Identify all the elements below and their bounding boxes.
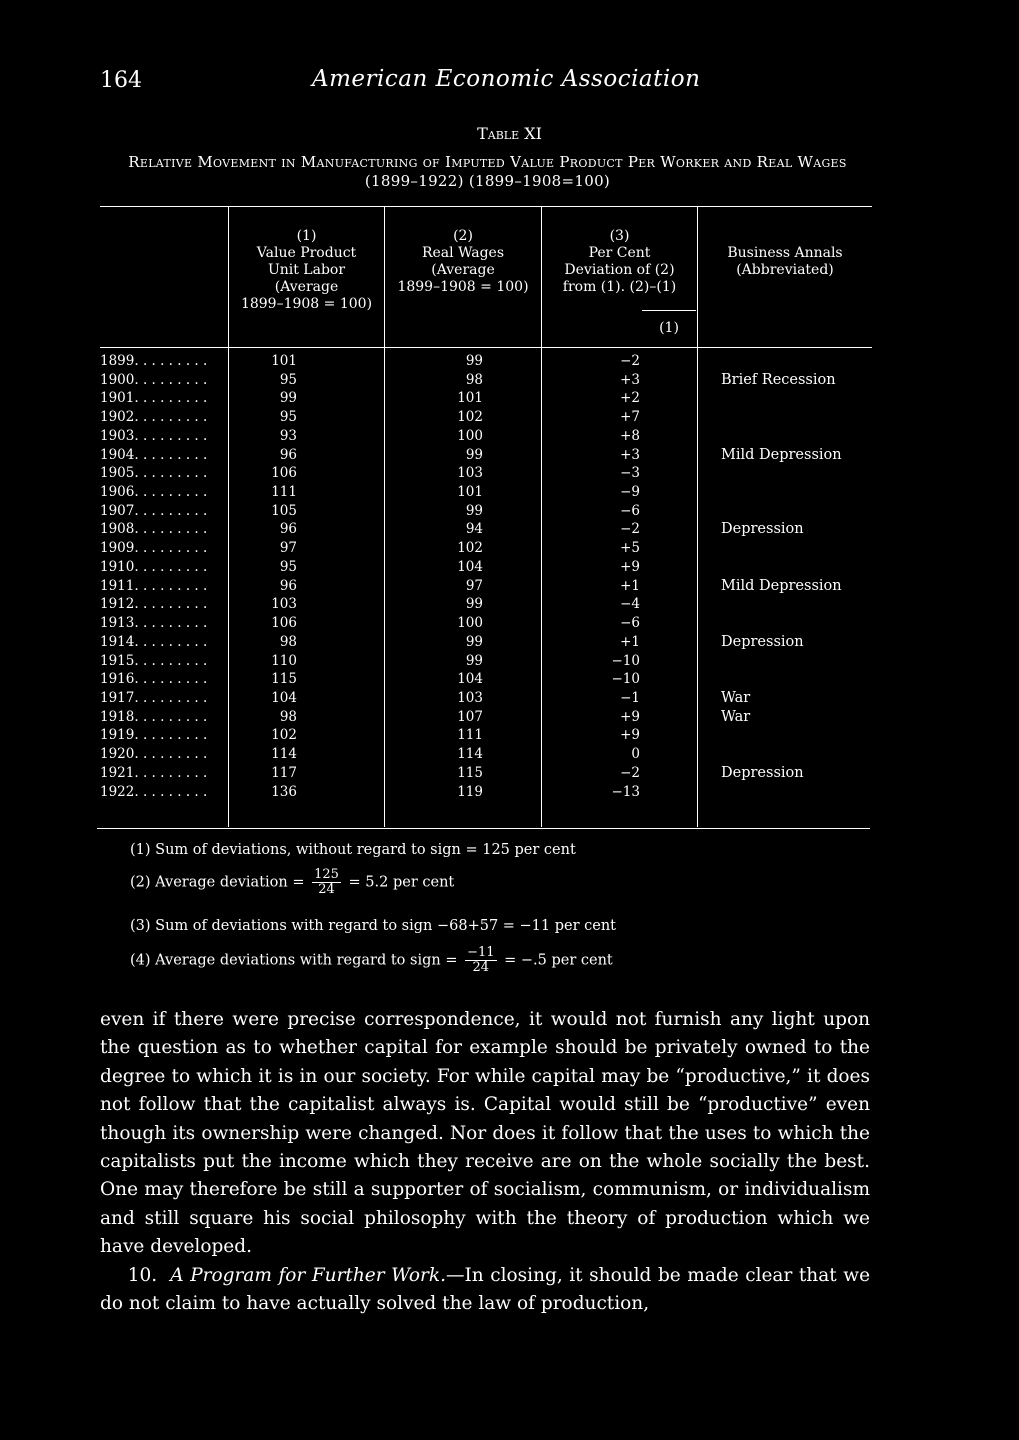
real-wages-cell: 99 [465,353,483,369]
value-product-cell: 93 [279,427,297,444]
year-cell: 1904. . . . . . . . . [100,446,208,463]
note-4-prefix: (4) Average deviations with regard to sign = [130,952,458,969]
value-product-cell: 96 [279,521,297,538]
table-row [100,577,872,596]
year-cell: 1910. . . . . . . . . [100,558,208,575]
table-row [100,614,872,633]
header-col4-line: (Abbreviated) [736,262,834,278]
header-col1-line: Unit Labor [267,262,346,278]
real-wages-cell: 102 [457,540,483,557]
table-row [100,446,872,465]
year-cell: 1921. . . . . . . . . [100,764,208,781]
value-product-cell: 96 [279,446,297,463]
header-col2-line: 1899–1908 = 100) [397,279,529,295]
real-wages-cell: 111 [457,727,483,744]
header-col3-line: from (1). (2)–(1) [562,279,677,295]
header-col3-line: Deviation of (2) [564,262,675,278]
business-annals-cell: Mild Depression [721,446,842,463]
value-product-cell: 105 [271,502,297,519]
value-product-cell: 95 [279,371,297,388]
header-col2 [385,228,541,296]
deviation-cell: −4 [620,596,640,613]
real-wages-cell: 104 [457,558,483,575]
year-cell: 1917. . . . . . . . . [100,689,208,706]
note-2-denominator: 24 [318,882,335,897]
deviation-cell: −3 [620,465,640,482]
value-product-cell: 104 [271,689,297,706]
header-col3-denominator: (1) [659,320,679,336]
note-4-denominator: 24 [472,960,490,975]
header-col1-line: (Average [274,279,339,295]
year-cell: 1919. . . . . . . . . [100,727,208,744]
business-annals-cell: Mild Depression [721,577,842,594]
deviation-cell: −13 [611,783,640,800]
deviation-cell: +5 [620,540,640,557]
page-number: 164 [100,68,142,93]
body-text [100,1006,870,1318]
business-annals-cell: War [721,689,751,706]
real-wages-cell: 99 [465,446,483,463]
deviation-cell: +9 [620,558,640,575]
deviation-cell: 0 [631,746,640,763]
real-wages-cell: 119 [457,783,483,800]
year-cell: 1918. . . . . . . . . [100,708,208,725]
deviation-cell: −6 [620,615,640,632]
table-row [100,708,872,727]
note-2-prefix: (2) Average deviation = [130,874,305,891]
deviation-cell: −10 [611,671,640,688]
value-product-cell: 102 [271,727,297,744]
value-product-cell: 106 [271,615,297,632]
table-row [100,502,872,521]
table-row [100,726,872,745]
value-product-cell: 95 [279,558,297,575]
deviation-cell: +3 [620,371,640,388]
deviation-cell: +9 [620,708,640,725]
value-product-cell: 96 [279,577,297,594]
value-product-cell: 95 [279,409,297,426]
business-annals-cell: Depression [721,764,804,781]
year-cell: 1916. . . . . . . . . [100,671,208,688]
year-cell: 1912. . . . . . . . . [100,596,208,613]
value-product-cell: 136 [271,783,297,800]
table-row [100,352,872,371]
table-row [100,633,872,652]
real-wages-cell: 107 [457,708,483,725]
year-cell: 1903. . . . . . . . . [100,427,208,444]
real-wages-cell: 99 [465,652,483,669]
real-wages-cell: 100 [457,427,483,444]
deviation-cell: +1 [620,577,640,594]
deviation-cell: −2 [620,521,640,538]
year-cell: 1920. . . . . . . . . [100,746,208,763]
year-cell: 1913. . . . . . . . . [100,615,208,632]
value-product-cell: 99 [279,390,297,407]
real-wages-cell: 114 [457,746,483,763]
header-col2-line: (Average [431,262,495,278]
header-col3-line: (3) [609,228,630,244]
header-col3-line: Per Cent [588,245,651,261]
value-product-cell: 114 [271,746,297,763]
section-title: A Program for Further Work. [170,1264,446,1286]
value-product-cell: 103 [271,596,297,613]
real-wages-cell: 104 [457,671,483,688]
table-bottom-rule [97,828,870,829]
deviation-cell: −2 [620,353,640,369]
table-caption: Table XI [477,124,542,143]
business-annals-cell: Brief Recession [721,371,836,388]
header-col1-line: 1899–1908 = 100) [240,296,373,312]
value-product-cell: 98 [279,708,297,725]
value-product-cell: 115 [271,671,297,688]
table-title: Relative Movement in Manufacturing of Imputed Value Product Per Worker and Real Wages (1899–1922) (1899–1908=100) [128,153,847,190]
deviation-cell: −9 [620,484,640,501]
table-row [100,371,872,390]
table-row [100,670,872,689]
paragraph-2-text: —In closing, it should be made clear that we do not claim to have actually solved the law of production, [100,1264,871,1315]
deviation-cell: +7 [620,409,640,426]
year-cell: 1922. . . . . . . . . [100,783,208,800]
deviation-cell: −1 [620,689,640,706]
header-col1 [229,228,384,313]
year-cell: 1899. . . . . . . . . [100,353,208,369]
header-col1-line: (1) [296,228,317,244]
running-head: American Economic Association [312,66,701,92]
deviation-cell: +9 [620,727,640,744]
real-wages-cell: 103 [457,689,483,706]
real-wages-cell: 99 [465,596,483,613]
deviation-cell: +1 [620,633,640,650]
note-3: (3) Sum of deviations with regard to sign −68+57 = −11 per cent [130,918,617,934]
table-row [100,427,872,446]
real-wages-cell: 103 [457,465,483,482]
value-product-cell: 111 [271,484,297,501]
real-wages-cell: 101 [457,484,483,501]
note-2-numerator: 125 [314,867,339,882]
business-annals-cell: Depression [721,633,804,650]
table-row [100,764,872,783]
business-annals-cell: War [721,708,751,725]
year-cell: 1911. . . . . . . . . [100,577,208,594]
deviation-cell: +8 [620,427,640,444]
table-row [100,745,872,764]
table-row [100,389,872,408]
real-wages-cell: 99 [465,633,483,650]
table-row [100,558,872,577]
deviation-cell: −10 [611,652,640,669]
note-4-suffix: = −.5 per cent [504,952,613,969]
year-cell: 1907. . . . . . . . . [100,502,208,519]
value-product-cell: 101 [271,353,297,369]
real-wages-cell: 94 [465,521,483,538]
year-cell: 1909. . . . . . . . . [100,540,208,557]
year-cell: 1901. . . . . . . . . [100,390,208,407]
year-cell: 1915. . . . . . . . . [100,652,208,669]
value-product-cell: 110 [271,652,297,669]
year-cell: 1908. . . . . . . . . [100,521,208,538]
table-row [100,464,872,483]
header-col3-fraction-bar [642,310,696,311]
year-cell: 1905. . . . . . . . . [100,465,208,482]
deviation-cell: −2 [620,764,640,781]
note-4-numerator: −11 [467,945,495,960]
real-wages-cell: 115 [457,764,483,781]
table-row [100,520,872,539]
table-row [100,783,872,802]
note-2 [130,868,454,897]
paragraph-1: even if there were precise correspondence, it would not furnish any light upon the question as to whether capital for example should be privately owned to the degree to which it is in our society. For while capital may be “productive,” it does not follow that the capitalist always is. Capital would still be “productive” even though its ownership were changed. Nor does it follow that the uses to which the capitalists put the income which they receive are on the whole socially the best. One may therefore be still a supporter of socialism, communism, or individualism and still square his social philosophy with the theory of production which we have developed. [100,1009,870,1258]
real-wages-cell: 98 [465,371,483,388]
header-col4-line: Business Annals [727,245,843,261]
deviation-cell: −6 [620,502,640,519]
header-col4 [698,245,872,279]
real-wages-cell: 97 [465,577,483,594]
real-wages-cell: 101 [457,390,483,407]
business-annals-cell: Depression [721,521,804,538]
table-top-rule [100,206,872,207]
year-cell: 1914. . . . . . . . . [100,633,208,650]
value-product-cell: 117 [271,764,297,781]
year-cell: 1900. . . . . . . . . [100,371,208,388]
real-wages-cell: 99 [465,502,483,519]
deviation-cell: +2 [620,390,640,407]
table-row [100,408,872,427]
table-row [100,539,872,558]
deviation-cell: +3 [620,446,640,463]
real-wages-cell: 100 [457,615,483,632]
note-1: (1) Sum of deviations, without regard to sign = 125 per cent [130,842,576,858]
note-4-fraction [465,946,496,975]
table-row [100,652,872,671]
value-product-cell: 106 [271,465,297,482]
header-col1-line: Value Product [256,245,357,261]
note-4 [130,946,613,975]
table-row [100,595,872,614]
section-number: 10. [127,1264,158,1286]
table-row [100,689,872,708]
value-product-cell: 98 [279,633,297,650]
real-wages-cell: 102 [457,409,483,426]
header-col3 [542,228,697,296]
note-2-fraction [312,868,341,897]
header-col2-line: (2) [453,228,473,244]
year-cell: 1906. . . . . . . . . [100,484,208,501]
note-2-suffix: = 5.2 per cent [348,874,455,891]
table-row [100,483,872,502]
value-product-cell: 97 [279,540,297,557]
year-cell: 1902. . . . . . . . . [100,409,208,426]
paragraph-2 [100,1262,870,1319]
header-col2-line: Real Wages [421,245,505,261]
header-bottom-rule [100,347,872,348]
